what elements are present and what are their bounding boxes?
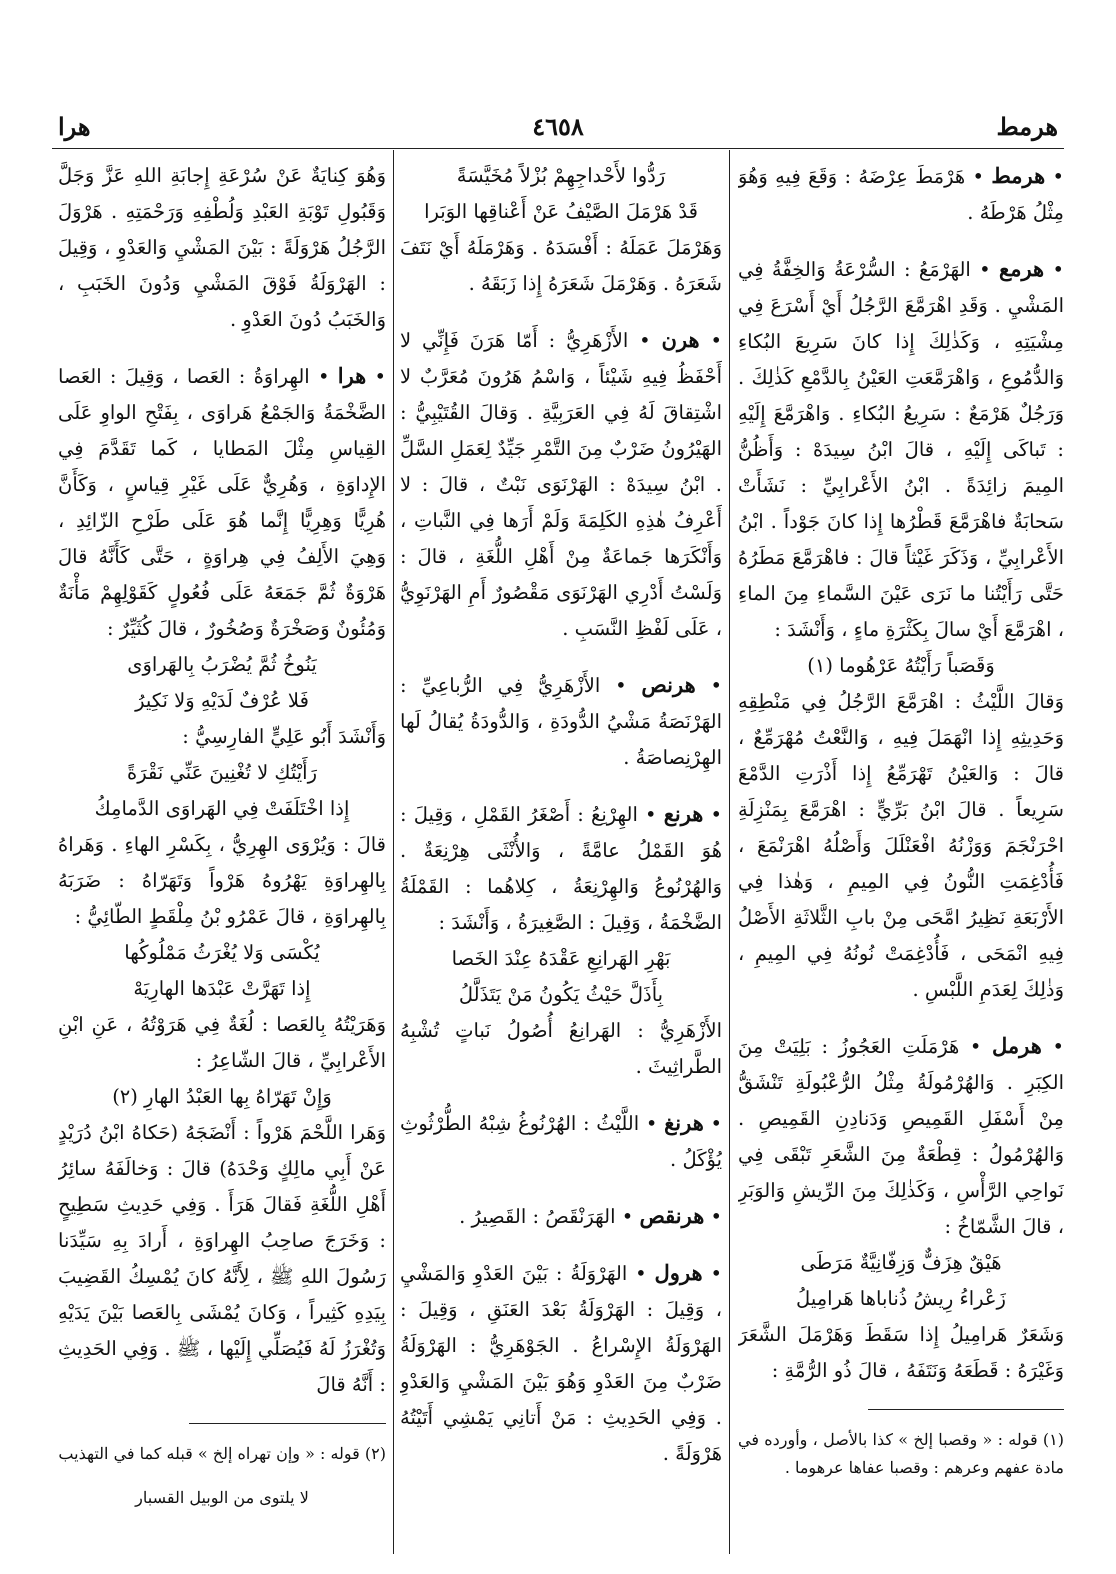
header-right-word: هرمط xyxy=(996,112,1058,141)
entry-hrml-continued xyxy=(400,158,722,302)
headword: هرمل xyxy=(992,1033,1042,1058)
verse: قَدْ هَرْمَلَ الصَّيْفُ عَنْ أَعْناقِها الوَبَرا xyxy=(424,200,698,223)
column-separator xyxy=(729,150,730,1554)
headword: هرنص xyxy=(641,672,696,697)
footnote-rule xyxy=(189,1423,386,1424)
verse: إِذا تَهَرَّتْ عَبْدَها الهارِيَهْ xyxy=(133,977,311,1000)
entry-text: اللَّيْثُ : الهُرْنُوغُ شِبْهُ الطُّرْثُوثِ يُؤْكَلُ . xyxy=(400,1112,722,1171)
verse: بِأَذَلَّ حَيْثُ يَكُونُ مَنْ يَتَذَلَّلُ xyxy=(458,983,664,1006)
headword: هرنقص xyxy=(639,1203,705,1228)
entry-text: الهِراوَةُ : العَصا ، وَقِيلَ : العَصا الضَّخْمَةُ وَالجَمْعُ هَراوَى ، بِفَتْحِ الواوِ عَلَى القِياسِ مِثْلَ المَطايا ، كَما تَقَدَّمَ فِي الإِداوَةِ ، وَهُرِيٌّ عَلَى غَيْرِ قِياسٍ ، وَكَأَنَّ هُرِيًّا وَهِرِيًّا إِنَّما هُوَ عَلَى طَرْحِ الزّائِدِ ، وَهِيَ الأَلِفُ فِي هِراوَةٍ ، حَتَّى كَأَنَّهُ قالَ هَرْوَةٌ ثُمَّ جَمَعَهُ عَلَى فُعُولٍ كَقَوْلِهِمْ مَأْنَةٌ وَمُئُونٌ وَصَخْرَةٌ وَصُخُورٌ ، قالَ كُثَيِّرٌ : xyxy=(58,365,386,640)
verse: فَلا عُرْفٌ لَدَيْهِ وَلا نَكِيرُ xyxy=(135,689,309,712)
entry-hra: • هرا • الهِراوَةُ : العَصا ، وَقِيلَ : العَصا الضَّخْمَةُ وَالجَمْعُ هَراوَى ، بِفَتْحِ الواوِ عَلَى القِياسِ مِثْلَ المَطايا ، كَما تَقَدَّمَ فِي الإِداوَةِ ، وَهُرِيٌّ عَلَى غَيْرِ قِياسٍ ، وَكَأَنَّ هُرِيًّا وَهِرِيًّا إِنَّما هُوَ عَلَى طَرْحِ الزّائِدِ ، وَهِيَ الأَلِفُ فِي هِراوَةٍ ، حَتَّى كَأَنَّهُ قالَ هَرْوَةٌ ثُمَّ جَمَعَهُ عَلَى فُعُولٍ كَقَوْلِهِمْ مَأْنَةٌ وَمُئُونٌ وَصَخْرَةٌ وَصُخُورٌ ، قالَ كُثَيِّرٌ : يَنُوخُ ثُمَّ يُضْرَبُ بِالهَراوَى فَلا عُرْفٌ لَدَيْهِ وَلا نَكِيرُ وَأَنْشَدَ أَبُو عَلِيٍّ الفارِسِيُّ : رَأَيْتُكِ لا تُغْنِينَ عَنِّي نَقْرَةً إِذا اخْتَلَفَتْ فِي الهَراوَى الدَّمامِكُ قالَ : وَيُرْوَى الهِرِيُّ ، بِكَسْرِ الهاءِ . وَهَراهُ بِالهِراوَةِ يَهْرُوهُ هَرْواً وَتَهَرّاهُ : ضَرَبَهُ بِالهِراوَةِ ، قالَ عَمْرُو بْنُ مِلْقَطٍ الطّائِيُّ : يُكْسَى وَلا يُغْرَثُ مَمْلُوكُها إِذا تَهَرَّتْ عَبْدَها الهارِيَهْ وَهَرَيْتُهُ بِالعَصا : لُغَةٌ فِي هَرَوْتُهُ ، عَنِ ابْنِ الأَعْرابِيِّ ، قالَ الشّاعِرُ : وَإِنْ تَهَرّاهُ بِها العَبْدُ الهارِ (٢) وَهَرا اللَّحْمَ هَرْواً : أَنْضَجَهُ (حَكاهُ ابْنُ دُرَيْدٍ عَنْ أَبِي مالِكٍ وَحْدَهُ) قالَ : وَخالَفَهُ سائِرُ أَهْلِ اللُّغَةِ فَقالَ هَرَأَ . وَفِي حَدِيثِ سَطِيحٍ : وَخَرَجَ صاحِبُ الهِراوَةِ ، أَرادَ بِهِ سَيِّدَنا رَسُولَ اللهِ ﷺ ، لِأَنَّهُ كانَ يُمْسِكُ القَضِيبَ بِيَدِهِ كَثِيراً ، وَكانَ يُمْشَى بِالعَصا بَيْنَ يَدَيْهِ وَتُغْرَزُ لَهُ فَيُصَلِّي إِلَيْها ، ﷺ . وَفِي الحَدِيثِ : أَنَّهُ قالَ xyxy=(58,358,386,1403)
footnote-rule xyxy=(868,1409,1064,1410)
entry-text: الأَزْهَرِيُّ : أَمّا هَرَنَ فَإِنِّي لا أَحْفَظُ فِيهِ شَيْئاً ، وَاسْمُ هَرُونَ مُعَرَّبٌ لا اشْتِقاقَ لَهُ فِي العَرَبِيَّةِ . وَقالَ القُتَيْبِيُّ : الهَيْرُونُ ضَرْبٌ مِنَ التَّمْرِ جَيِّدٌ لِعَمَلِ السَّلِّ . ابْنُ سِيدَهْ : الهَرْنَوَى نَبْتٌ ، قالَ : لا أَعْرِفُ هٰذِهِ الكَلِمَةَ وَلَمْ أَرَها فِي النَّباتِ ، وَأَنْكَرَها جَماعَةٌ مِنْ أَهْلِ اللُّغَةِ ، قالَ : وَلَسْتُ أَدْرِي الهَرْنَوَى مَقْصُورٌ أَمِ الهَرْنَوِيُّ ، عَلَى لَفْظِ النَّسَبِ . xyxy=(400,329,722,640)
entry-text: الهَرْمَعُ : السُّرْعَةُ وَالخِفَّةُ فِي المَشْيِ . وَقَدِ اهْرَمَّعَ الرَّجُلُ أَيْ أَسْرَعَ فِي مِشْيَتِهِ ، وَكَذٰلِكَ إِذا كانَ سَرِيعَ البُكاءِ وَالدُّمُوعِ ، وَاهْرَمَّعَتِ العَيْنُ بِالدَّمْعِ كَذٰلِكَ . وَرَجُلٌ هَرْمَعٌ : سَرِيعُ البُكاءِ . وَاهْرَمَّعَ إِلَيْهِ : تَباكَى إِلَيْهِ ، قالَ ابْنُ سِيدَهْ : وَأَظُنُّ المِيمَ زائِدَةً . ابْنُ الأَعْرابِيِّ : نَشَأَتْ سَحابَةٌ فاهْرَمَّعَ قَطْرُها إِذا كانَ جَوْداً . ابْنُ الأَعْرابِيِّ ، وَذَكَرَ غَيْثاً قالَ : فاهْرَمَّعَ مَطَرُهُ حَتَّى رَأَيْتُنا ما نَرَى عَيْنَ السَّماءِ مِنَ الماءِ ، اهْرَمَّعَ أَيْ سالَ بِكَثْرَةِ ماءٍ ، وَأَنْشَدَ : xyxy=(738,258,1064,641)
headword: هرن xyxy=(661,327,700,352)
entry-text: وَشَعَرٌ هَرامِيلُ إِذا سَقَطَ وَهَرْمَلَ الشَّعَرَ وَغَيْرَهُ : قَطَعَهُ وَنَتَفَهُ ، قالَ ذُو الرُّمَّةِ : xyxy=(738,1323,1064,1382)
verse: زَعْراءُ رِيشُ ذُناباها هَرامِيلُ xyxy=(796,1287,1006,1310)
entry-text: الأَزْهَرِيُّ : الهَرانِعُ أُصُولُ نَباتٍ تُشْبِهُ الطَّراثِيثَ . xyxy=(400,1019,722,1078)
entry-text: وَأَنْشَدَ أَبُو عَلِيٍّ الفارِسِيُّ : xyxy=(182,725,386,748)
verse: يَنُوخُ ثُمَّ يُضْرَبُ بِالهَراوَى xyxy=(127,653,317,676)
entry-hrml: • هرمل • هَرْمَلَتِ العَجُوزُ : بَلِيَتْ مِنَ الكِبَرِ . وَالهُرْمُولَةُ مِثْلُ الرُّعْبُولَةِ تَنْشَقُّ مِنْ أَسْفَلِ القَمِيصِ وَدَنادِنِ القَمِيصِ . وَالهُرْمُولُ : قِطْعَةٌ مِنَ الشَّعَرِ تَبْقَى فِي نَواحِي الرَّأْسِ ، وَكَذٰلِكَ مِنَ الرِّيشِ وَالوَبَرِ ، قالَ الشَّمّاخُ : هَيْقٌ هِزَفٌّ وَزِفّانِيَّةٌ مَرَطَى زَعْراءُ رِيشُ ذُناباها هَرامِيلُ وَشَعَرٌ هَرامِيلُ إِذا سَقَطَ وَهَرْمَلَ الشَّعَرَ وَغَيْرَهُ : قَطَعَهُ وَنَتَفَهُ ، قالَ ذُو الرُّمَّةِ : xyxy=(738,1028,1064,1389)
entry-text: وَهَرَيْتُهُ بِالعَصا : لُغَةٌ فِي هَرَوْتُهُ ، عَنِ ابْنِ الأَعْرابِيِّ ، قالَ الشّاعِرُ : xyxy=(58,1013,386,1072)
footnote: (٢) قوله : « وإن تهراه إلخ » قبله كما في التهذيب xyxy=(58,1444,386,1463)
column-middle xyxy=(400,158,722,1562)
verse: إِذا اخْتَلَفَتْ فِي الهَراوَى الدَّمامِكُ xyxy=(94,797,350,820)
entry-hrwl-continued xyxy=(58,158,386,338)
headword: هرا xyxy=(337,363,367,388)
entry-hrma: • هرمع • الهَرْمَعُ : السُّرْعَةُ وَالخِفَّةُ فِي المَشْيِ . وَقَدِ اهْرَمَّعَ الرَّجُلُ أَيْ أَسْرَعَ فِي مِشْيَتِهِ ، وَكَذٰلِكَ إِذا كانَ سَرِيعَ البُكاءِ وَالدُّمُوعِ ، وَاهْرَمَّعَتِ العَيْنُ بِالدَّمْعِ كَذٰلِكَ . وَرَجُلٌ هَرْمَعٌ : سَرِيعُ البُكاءِ . وَاهْرَمَّعَ إِلَيْهِ : تَباكَى إِلَيْهِ ، قالَ ابْنُ سِيدَهْ : وَأَظُنُّ المِيمَ زائِدَةً . ابْنُ الأَعْرابِيِّ : نَشَأَتْ سَحابَةٌ فاهْرَمَّعَ قَطْرُها إِذا كانَ جَوْداً . ابْنُ الأَعْرابِيِّ ، وَذَكَرَ غَيْثاً قالَ : فاهْرَمَّعَ مَطَرُهُ حَتَّى رَأَيْتُنا ما نَرَى عَيْنَ السَّماءِ مِنَ الماءِ ، اهْرَمَّعَ أَيْ سالَ بِكَثْرَةِ ماءٍ ، وَأَنْشَدَ : وَقَصَباً رَأَيْتُهُ عَرْهُوما (١) وَقالَ اللَّيْثُ : اهْرَمَّعَ الرَّجُلُ فِي مَنْطِقِهِ وَحَدِيثِهِ إِذا انْهَمَلَ فِيهِ ، وَالنَّعْتُ مُهْرَمِّعٌ ، قالَ : وَالعَيْنُ تَهْرَمِّعُ إِذا أَذْرَتِ الدَّمْعَ سَرِيعاً . قالَ ابْنُ بَرِّيٍّ : اهْرَمَّعَ بِمَنْزِلَةِ احْرَنْجَمَ وَوَزْنُهُ افْعَنْلَلَ وَأَصْلُهُ اهْرَنْمَعَ ، فَأُدْغِمَتِ النُّونُ فِي المِيمِ ، وَهٰذا فِي الأَرْبَعَةِ نَظِيرُ امَّحَى مِنْ بابِ الثَّلاثَةِ الأَصْلُ فِيهِ انْمَحَى ، فَأُدْغِمَتْ نُونُهُ فِي المِيمِ ، وَذٰلِكَ لِعَدَمِ اللَّبْسِ . xyxy=(738,251,1064,1008)
column-separator xyxy=(393,150,394,1554)
entry-text: وَهُوَ كِنايَةٌ عَنْ سُرْعَةِ إِجابَةِ اللهِ عَزَّ وَجَلَّ وَقَبُولِ تَوْبَةِ العَبْدِ وَلُطْفِهِ وَرَحْمَتِهِ . هَرْوَلَ الرَّجُلُ هَرْوَلَةً : بَيْنَ المَشْيِ وَالعَدْوِ ، وَقِيلَ : الهَرْوَلَةُ فَوْقَ المَشْيِ وَدُونَ الخَبَبِ ، وَالخَبَبُ دُونَ العَدْوِ . xyxy=(58,164,386,331)
entry-hrn: • هرن • الأَزْهَرِيُّ : أَمّا هَرَنَ فَإِنِّي لا أَحْفَظُ فِيهِ شَيْئاً ، وَاسْمُ هَرُونَ مُعَرَّبٌ لا اشْتِقاقَ لَهُ فِي العَرَبِيَّةِ . وَقالَ القُتَيْبِيُّ : الهَيْرُونُ ضَرْبٌ مِنَ التَّمْرِ جَيِّدٌ لِعَمَلِ السَّلِّ . ابْنُ سِيدَهْ : الهَرْنَوَى نَبْتٌ ، قالَ : لا أَعْرِفُ هٰذِهِ الكَلِمَةَ وَلَمْ أَرَها فِي النَّباتِ ، وَأَنْكَرَها جَماعَةٌ مِنْ أَهْلِ اللُّغَةِ ، قالَ : وَلَسْتُ أَدْرِي الهَرْنَوَى مَقْصُورٌ أَمِ الهَرْنَوِيُّ ، عَلَى لَفْظِ النَّسَبِ . xyxy=(400,327,722,640)
entry-hrna: • هرنع • الهِرْنِعُ : أَصْغَرُ القَمْلِ ، وَقِيلَ : هُوَ القَمْلُ عامَّةً ، وَالأُنْثَى هِرْنِعَةٌ . وَالهُرْنُوعُ وَالهِرْنِعَةُ ، كِلاهُما : القَمْلَةُ الضَّخْمَةُ ، وَقِيلَ : الصَّغِيرَةُ ، وَأَنْشَدَ : بَهْرِ الهَرانِعِ عَقْدَهُ عِنْدَ الخَصا بِأَذَلَّ حَيْثُ يَكُونُ مَنْ يَتَذَلَّلُ الأَزْهَرِيُّ : الهَرانِعُ أُصُولُ نَباتٍ تُشْبِهُ الطَّراثِيثَ . xyxy=(400,796,722,1085)
entry-hrns: • هرنص • الأَزْهَرِيُّ فِي الرُّباعِيِّ : الهَرْنَصَةُ مَشْيُ الدُّودَةِ ، وَالدُّودَةُ يُقالُ لَها الهِرْنِصاصَةُ . xyxy=(400,672,722,769)
page-header xyxy=(52,112,1064,152)
entry-text: وَهَرْمَلَ عَمَلَهُ : أَفْسَدَهُ . وَهَرْمَلَهُ أَيْ نَتَفَ شَعَرَهُ . وَهَرْمَلَ شَعَرَهُ إِذا زَبَقَهُ . xyxy=(400,236,722,295)
entry-hrwl: • هرول • الهَرْوَلَةُ : بَيْنَ العَدْوِ وَالمَشْيِ ، وَقِيلَ : الهَرْوَلَةُ بَعْدَ العَنَقِ ، وَقِيلَ : الهَرْوَلَةُ الإِسْراعُ . الجَوْهَرِيُّ : الهَرْوَلَةُ ضَرْبٌ مِنَ العَدْوِ وَهُوَ بَيْنَ المَشْيِ وَالعَدْوِ . وَفِي الحَدِيثِ : مَنْ أَتانِي يَمْشِي أَتَيْتُهُ هَرْوَلَةً . xyxy=(400,1260,722,1465)
entry-text: الهَرْوَلَةُ : بَيْنَ العَدْوِ وَالمَشْيِ ، وَقِيلَ : الهَرْوَلَةُ بَعْدَ العَنَقِ ، وَقِيلَ : الهَرْوَلَةُ الإِسْراعُ . الجَوْهَرِيُّ : الهَرْوَلَةُ ضَرْبٌ مِنَ العَدْوِ وَهُوَ بَيْنَ المَشْيِ وَالعَدْوِ . وَفِي الحَدِيثِ : مَنْ أَتانِي يَمْشِي أَتَيْتُهُ هَرْوَلَةً . xyxy=(400,1262,722,1465)
headword: هرنع xyxy=(663,801,704,826)
entry-text: الهِرْنِعُ : أَصْغَرُ القَمْلِ ، وَقِيلَ : هُوَ القَمْلُ عامَّةً ، وَالأُنْثَى هِرْنِعَةٌ . وَالهُرْنُوعُ وَالهِرْنِعَةُ ، كِلاهُما : القَمْلَةُ الضَّخْمَةُ ، وَقِيلَ : الصَّغِيرَةُ ، وَأَنْشَدَ : xyxy=(400,803,722,934)
column-left xyxy=(58,158,386,1562)
headword: هرمط xyxy=(991,163,1046,188)
page-number: ٤٦٥٨ xyxy=(532,112,584,141)
entry-hrngh: • هرنغ • اللَّيْثُ : الهُرْنُوغُ شِبْهُ الطُّرْثُوثِ يُؤْكَلُ . xyxy=(400,1110,722,1171)
verse: رَدُّوا لأَحْداجِهِمْ بُزْلاً مُخَيَّسَةً xyxy=(456,164,666,187)
column-right xyxy=(738,158,1064,1562)
entry-text: هَرْمَطَ عِرْضَهُ : وَقَعَ فِيهِ وَهُوَ مِثْلُ هَرْطَهُ . xyxy=(738,165,1064,224)
verse: يُكْسَى وَلا يُغْرَثُ مَمْلُوكُها xyxy=(124,941,320,964)
verse: وَقَصَباً رَأَيْتُهُ عَرْهُوما (١) xyxy=(807,654,995,677)
entry-text: وَهَرا اللَّحْمَ هَرْواً : أَنْضَجَهُ (حَكاهُ ابْنُ دُرَيْدٍ عَنْ أَبِي مالِكٍ وَحْدَهُ) قالَ : وَخالَفَهُ سائِرُ أَهْلِ اللُّغَةِ فَقالَ هَرَأَ . وَفِي حَدِيثِ سَطِيحٍ : وَخَرَجَ صاحِبُ الهِراوَةِ ، أَرادَ بِهِ سَيِّدَنا رَسُولَ اللهِ ﷺ ، لِأَنَّهُ كانَ يُمْسِكُ القَضِيبَ بِيَدِهِ كَثِيراً ، وَكانَ يُمْشَى بِالعَصا بَيْنَ يَدَيْهِ وَتُغْرَزُ لَهُ فَيُصَلِّي إِلَيْها ، ﷺ . وَفِي الحَدِيثِ : أَنَّهُ قالَ xyxy=(58,1121,386,1396)
entry-text: وَقالَ اللَّيْثُ : اهْرَمَّعَ الرَّجُلُ فِي مَنْطِقِهِ وَحَدِيثِهِ إِذا انْهَمَلَ فِيهِ ، وَالنَّعْتُ مُهْرَمِّعٌ ، قالَ : وَالعَيْنُ تَهْرَمِّعُ إِذا أَذْرَتِ الدَّمْعَ سَرِيعاً . قالَ ابْنُ بَرِّيٍّ : اهْرَمَّعَ بِمَنْزِلَةِ احْرَنْجَمَ وَوَزْنُهُ افْعَنْلَلَ وَأَصْلُهُ اهْرَنْمَعَ ، فَأُدْغِمَتِ النُّونُ فِي المِيمِ ، وَهٰذا فِي الأَرْبَعَةِ نَظِيرُ امَّحَى مِنْ بابِ الثَّلاثَةِ الأَصْلُ فِيهِ انْمَحَى ، فَأُدْغِمَتْ نُونُهُ فِي المِيمِ ، وَذٰلِكَ لِعَدَمِ اللَّبْسِ . xyxy=(738,690,1064,1001)
footnote-verse: لا يلتوى من الوبيل القسبار xyxy=(135,1488,309,1507)
headword: هرمع xyxy=(999,256,1045,281)
verse: رَأَيْتُكِ لا تُغْنِينَ عَنِّي نَقْرَةً xyxy=(127,761,317,784)
verse: وَإِنْ تَهَرّاهُ بِها العَبْدُ الهارِ (٢) xyxy=(112,1085,332,1108)
entry-hrnqs: • هرنقص • الهَرَنْقَصُ : القَصِيرُ . xyxy=(459,1203,722,1228)
headword: هرنغ xyxy=(664,1110,704,1135)
footnote: (١) قوله : « وقصبا إلخ » كذا بالأصل ، وأورده في مادة عفهم وعرهم : وقصبا عفاها عرهوما . xyxy=(738,1430,1064,1477)
header-rule xyxy=(52,148,1064,149)
header-left-word: هرا xyxy=(58,112,91,141)
verse: هَيْقٌ هِزَفٌّ وَزِفّانِيَّةٌ مَرَطَى xyxy=(800,1251,1002,1274)
entry-text: الهَرَنْقَصُ : القَصِيرُ . xyxy=(459,1205,616,1228)
verse: بَهْرِ الهَرانِعِ عَقْدَهُ عِنْدَ الخَصا xyxy=(451,947,671,970)
entry-text: قالَ : وَيُرْوَى الهِرِيُّ ، بِكَسْرِ الهاءِ . وَهَراهُ بِالهِراوَةِ يَهْرُوهُ هَرْواً وَتَهَرّاهُ : ضَرَبَهُ بِالهِراوَةِ ، قالَ عَمْرُو بْنُ مِلْقَطٍ الطّائِيُّ : xyxy=(58,833,386,928)
entry-text: الأَزْهَرِيُّ فِي الرُّباعِيِّ : الهَرْنَصَةُ مَشْيُ الدُّودَةِ ، وَالدُّودَةُ يُقالُ لَها الهِرْنِصاصَةُ . xyxy=(400,674,722,769)
entry-hrmt: • هرمط • هَرْمَطَ عِرْضَهُ : وَقَعَ فِيهِ وَهُوَ مِثْلُ هَرْطَهُ . xyxy=(738,163,1064,224)
entry-text: هَرْمَلَتِ العَجُوزُ : بَلِيَتْ مِنَ الكِبَرِ . وَالهُرْمُولَةُ مِثْلُ الرُّعْبُولَةِ تَنْشَقُّ مِنْ أَسْفَلِ القَمِيصِ وَدَنادِنِ القَمِيصِ . وَالهُرْمُولُ : قِطْعَةٌ مِنَ الشَّعَرِ تَبْقَى فِي نَواحِي الرَّأْسِ ، وَكَذٰلِكَ مِنَ الرِّيشِ وَالوَبَرِ ، قالَ الشَّمّاخُ : xyxy=(738,1035,1064,1238)
headword: هرول xyxy=(654,1260,703,1285)
